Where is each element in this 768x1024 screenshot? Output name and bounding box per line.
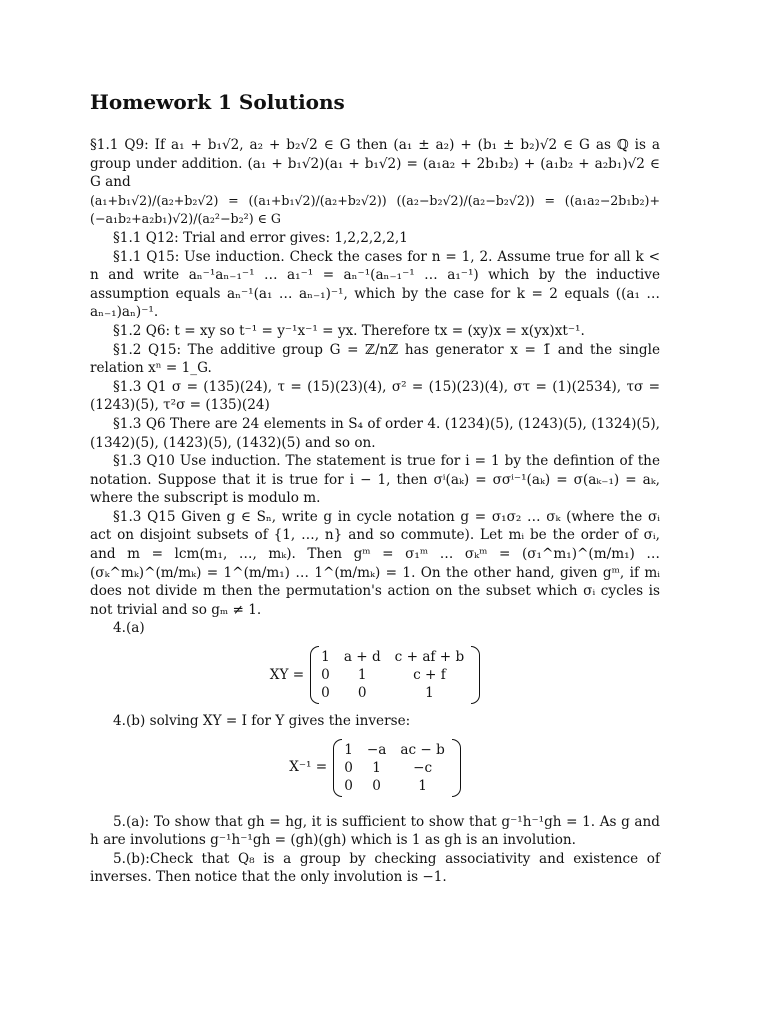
matrix-cell: 0 bbox=[372, 777, 381, 794]
matrix-cell: 1 bbox=[372, 759, 381, 776]
matrix-right-bracket bbox=[452, 739, 461, 797]
matrix-cell: 1 bbox=[418, 777, 427, 794]
matrix-xy-lhs: XY = bbox=[269, 666, 305, 683]
matrix-right-bracket bbox=[471, 646, 480, 704]
paragraph-1-1-q9-fraction: (a₁+b₁√2)/(a₂+b₂√2) = ((a₁+b₁√2)/(a₂+b₂√2)) ((a₂−b₂√2)/(a₂−b₂√2)) = ((a₁a₂−2b₁b₂)+(−a₁b₂+a₂b₁)√2)/(a₂²−b₂²) ∈ G bbox=[90, 192, 660, 227]
matrix-row bbox=[319, 648, 471, 666]
page-title: Homework 1 Solutions bbox=[90, 90, 345, 114]
paragraph-1-2-q6: §1.2 Q6: t = xy so t⁻¹ = y⁻¹x⁻¹ = yx. Therefore tx = (xy)x = x(yx)xt⁻¹. bbox=[113, 322, 585, 339]
matrix-cell: 0 bbox=[321, 685, 330, 702]
paragraph-1-3-q1: §1.3 Q1 σ = (135)(24), τ = (15)(23)(4), σ² = (15)(23)(4), στ = (1)(2534), τσ = (1243)(5), τ²σ = (135)(24) bbox=[90, 378, 660, 414]
paragraph-1-3-q6: §1.3 Q6 There are 24 elements in S₄ of order 4. (1234)(5), (1243)(5), (1324)(5), (1342)(5), (1423)(5), (1432)(5) and so on. bbox=[90, 415, 660, 451]
matrix-cell: ac − b bbox=[400, 741, 445, 758]
paragraph-1-1-q9: §1.1 Q9: If a₁ + b₁√2, a₂ + b₂√2 ∈ G then (a₁ ± a₂) + (b₁ ± b₂)√2 ∈ G as ℚ is a group under addition. (a₁ + b₁√2)(a₁ + b₁√2) = (a₁a₂ + 2b₁b₂) + (a₁b₂ + a₂b₁)√2 ∈ G and bbox=[90, 137, 660, 191]
matrix-xy-display bbox=[90, 646, 660, 704]
paragraph-4a: 4.(a) bbox=[113, 620, 145, 637]
matrix-row bbox=[319, 666, 471, 684]
spacer bbox=[90, 805, 660, 813]
paragraph-5b: 5.(b):Check that Q₈ is a group by checking associativity and existence of inverses. Then notice that the only involution is −1. bbox=[90, 850, 660, 886]
matrix-cell: 0 bbox=[344, 759, 353, 776]
matrix-cell: 1 bbox=[321, 649, 330, 666]
paragraph-4b: 4.(b) solving XY = I for Y gives the inverse: bbox=[113, 713, 411, 730]
matrix-row bbox=[342, 777, 452, 795]
paragraph-5a: 5.(a): To show that gh = hg, it is sufficient to show that g⁻¹h⁻¹gh = 1. As g and h are involutions g⁻¹h⁻¹gh = (gh)(gh) which is 1 as gh is an involution. bbox=[90, 813, 660, 849]
matrix-row bbox=[319, 684, 471, 702]
matrix-cell: 0 bbox=[321, 667, 330, 684]
matrix-cell: 0 bbox=[357, 685, 367, 702]
matrix-cell: 1 bbox=[344, 741, 353, 758]
matrix-row bbox=[342, 741, 452, 759]
matrix-row bbox=[342, 759, 452, 777]
matrix-cell: 1 bbox=[425, 685, 434, 702]
matrix-inverse-lhs: X⁻¹ = bbox=[289, 759, 328, 776]
paragraph-1-1-q15: §1.1 Q15: Use induction. Check the cases for n = 1, 2. Assume true for all k < n and write aₙ⁻¹aₙ₋₁⁻¹ … a₁⁻¹ = aₙ⁻¹(aₙ₋₁⁻¹ … a₁⁻¹) which by the inductive assumption equals aₙ⁻¹(a₁ … aₙ₋₁)⁻¹, which by the case for k = 2 equals ((a₁ … aₙ₋₁)aₙ)⁻¹. bbox=[90, 248, 660, 321]
paragraph-1-2-q15: §1.2 Q15: The additive group G = ℤ/nℤ has generator x = 1̄ and the single relation xⁿ = 1_G. bbox=[90, 341, 660, 377]
paragraph-1-3-q10: §1.3 Q10 Use induction. The statement is true for i = 1 by the defintion of the notation. Suppose that it is true for i − 1, then σⁱ(aₖ) = σσⁱ⁻¹(aₖ) = σ(aₖ₋₁) = aₖ, where the subscript is modulo m. bbox=[90, 453, 660, 507]
matrix-inverse-display bbox=[90, 739, 660, 797]
matrix-left-bracket bbox=[333, 739, 342, 797]
matrix-left-bracket bbox=[310, 646, 319, 704]
matrix-xy bbox=[310, 646, 480, 704]
matrix-cell: −c bbox=[413, 759, 433, 776]
matrix-cell: c + af + b bbox=[394, 649, 465, 666]
paragraph-1-1-q12: §1.1 Q12: Trial and error gives: 1,2,2,2,2,1 bbox=[113, 229, 408, 246]
document-page bbox=[90, 88, 660, 887]
matrix-cell: 1 bbox=[357, 667, 367, 684]
matrix-inverse-table bbox=[342, 741, 452, 795]
matrix-cell: −a bbox=[366, 741, 387, 758]
paragraph-1-3-q15: §1.3 Q15 Given g ∈ Sₙ, write g in cycle notation g = σ₁σ₂ … σₖ (where the σᵢ act on disjoint subsets of {1, …, n} and so commute). Let mᵢ be the order of σᵢ, and m = lcm(m₁, …, mₖ). Then gᵐ = σ₁ᵐ … σₖᵐ = (σ₁^m₁)^(m/m₁) … (σₖ^mₖ)^(m/mₖ) = 1^(m/m₁) … 1^(m/mₖ) = 1. On the other hand, given gᵐ, if mᵢ does not divide m then the permutation's action on the subset which σᵢ cycles is not trivial and so gₘ ≠ 1. bbox=[90, 508, 660, 618]
matrix-cell: c + f bbox=[413, 667, 446, 684]
matrix-inverse bbox=[333, 739, 461, 797]
matrix-xy-table bbox=[319, 648, 471, 702]
matrix-cell: 0 bbox=[344, 777, 353, 794]
matrix-cell: a + d bbox=[343, 649, 381, 666]
